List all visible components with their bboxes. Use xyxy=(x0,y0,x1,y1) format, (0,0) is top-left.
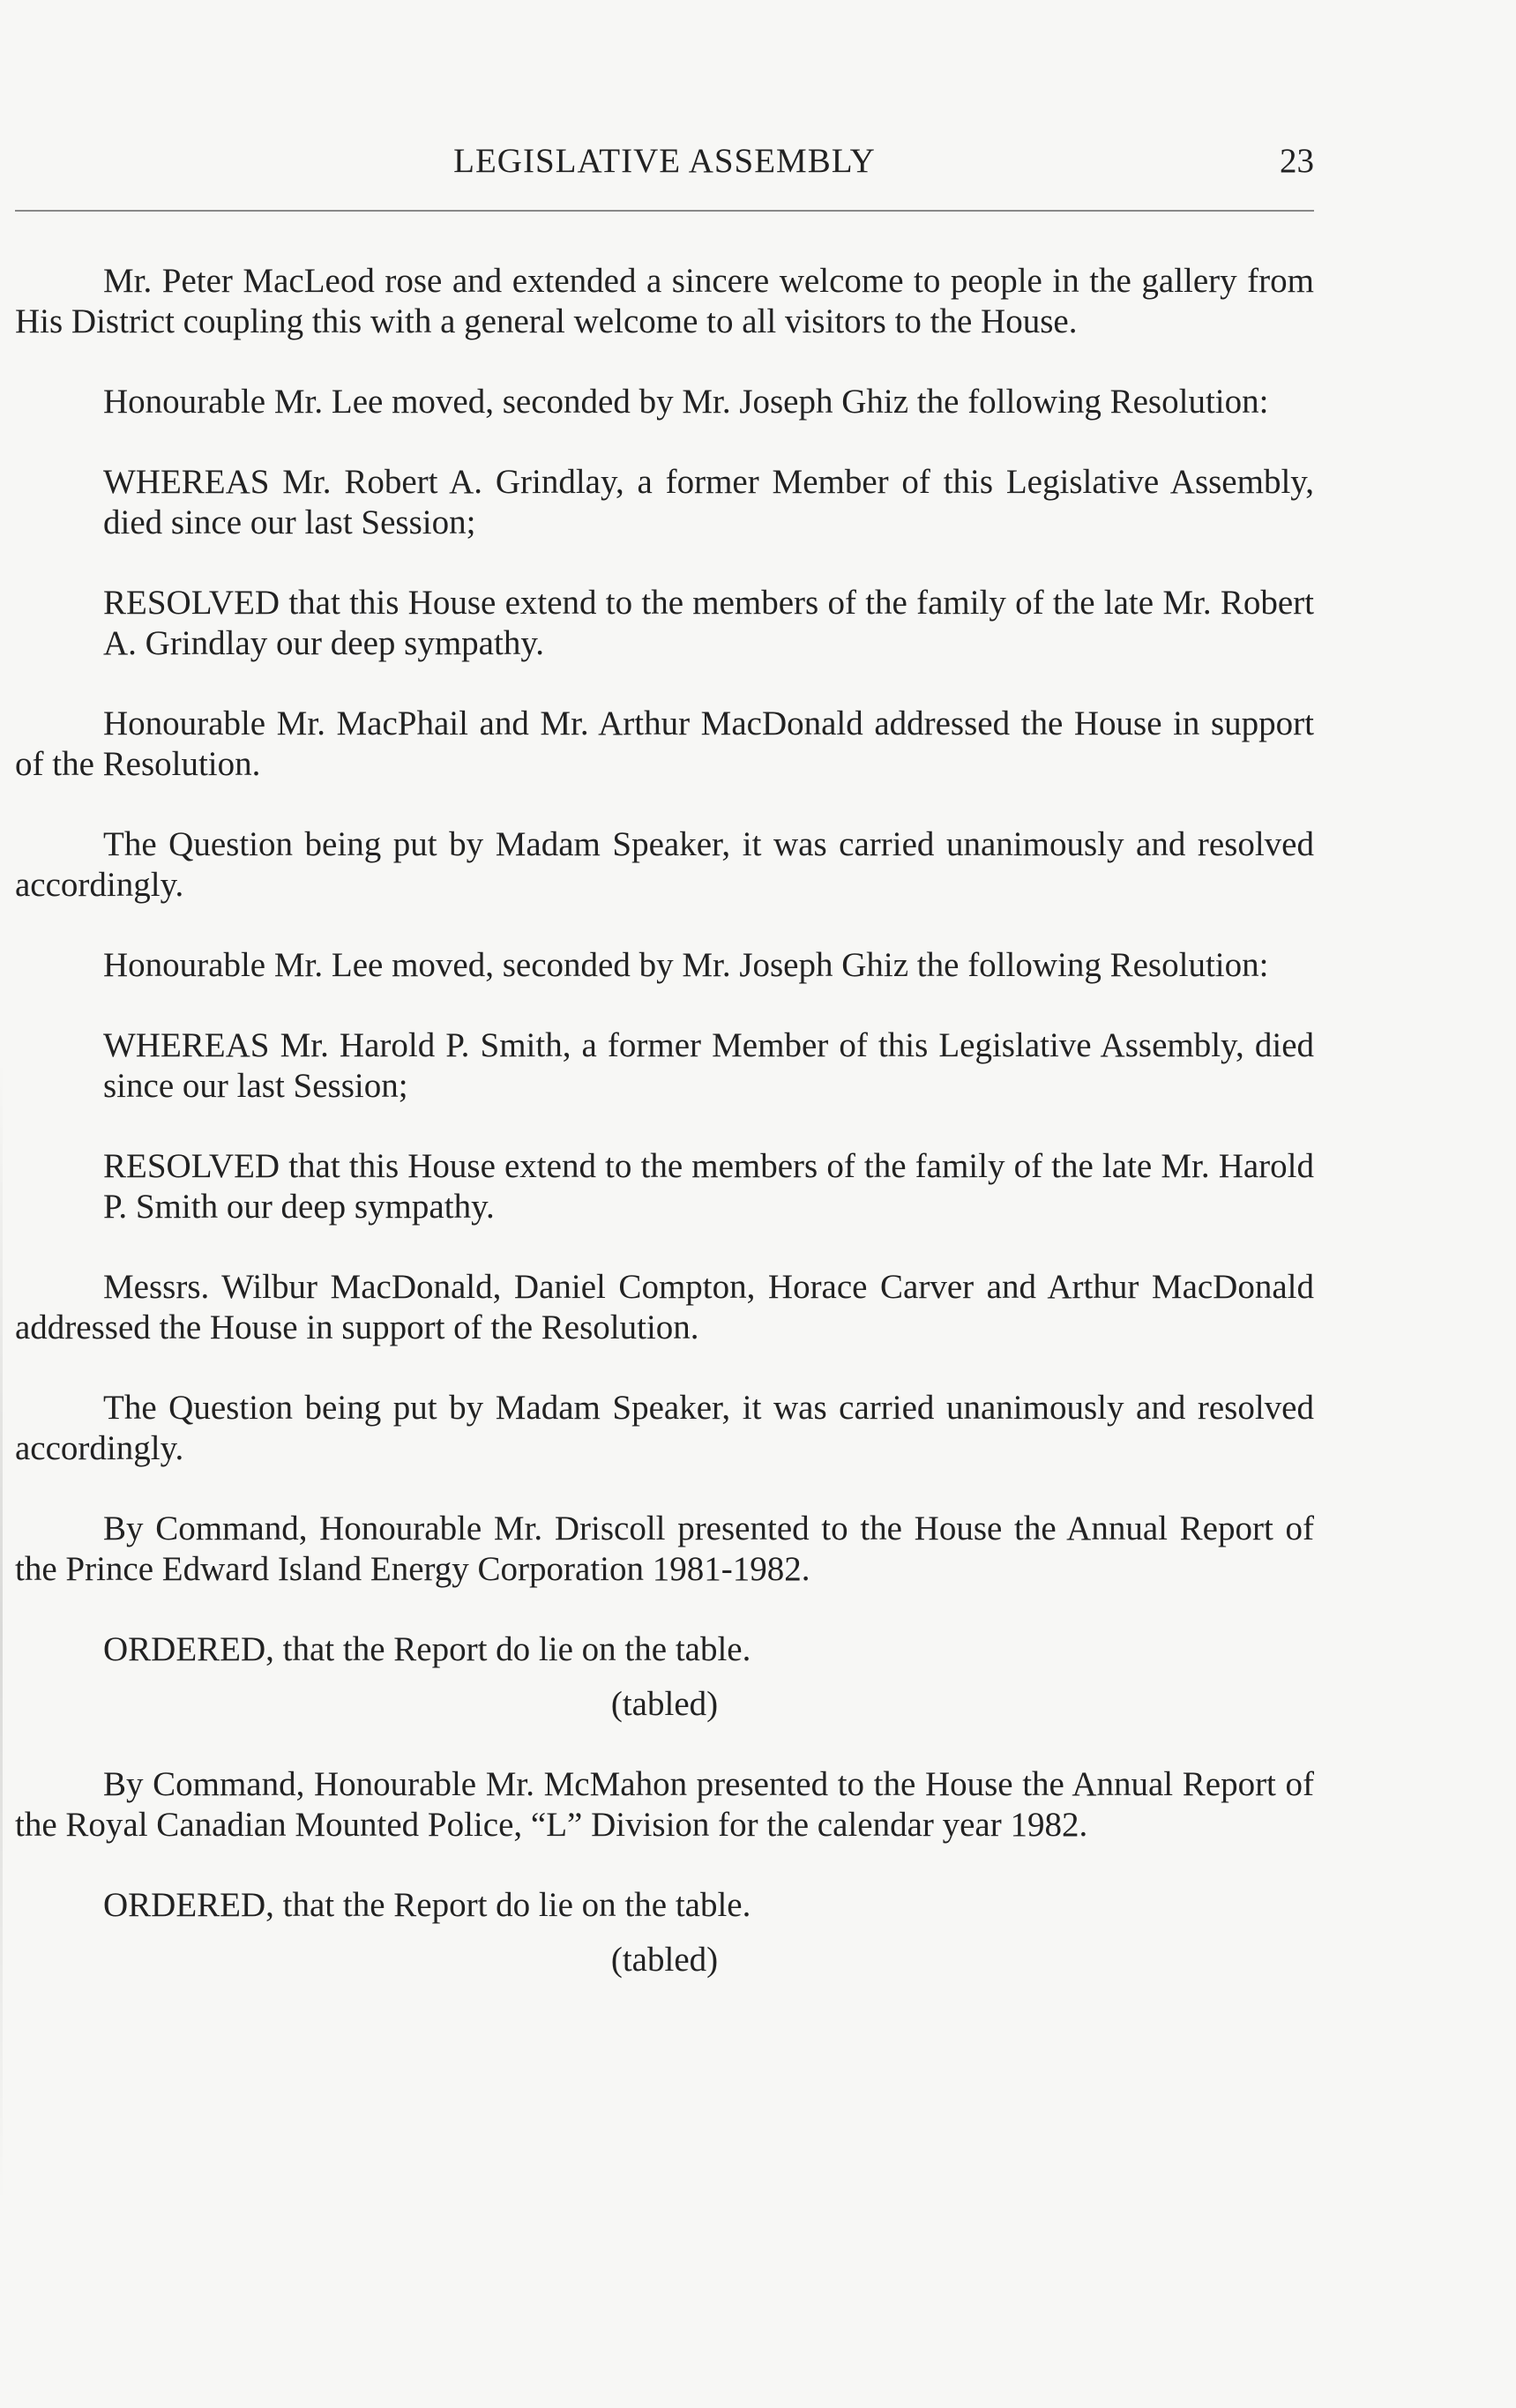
paragraph-ordered-2: ORDERED, that the Report do lie on the table. xyxy=(103,1886,751,1924)
journal-body xyxy=(15,261,1314,2020)
paragraph-command-mcmahon: By Command, Honourable Mr. McMahon presented to the House the Annual Report of the Royal Canadian Mounted Police, “L” Division for the calendar year 1982. xyxy=(15,1765,1314,1844)
tabled-note-1: (tabled) xyxy=(610,1685,719,1723)
paragraph-addressed-smith: Messrs. Wilbur MacDonald, Daniel Compton, Horace Carver and Arthur MacDonald addressed the House in support of the Resolution. xyxy=(15,1268,1314,1346)
resolution-resolved-smith: RESOLVED that this House extend to the members of the family of the late Mr. Harold P. Smith our deep sympathy. xyxy=(103,1147,1314,1226)
paragraph-motion-grindlay: Honourable Mr. Lee moved, seconded by Mr. Joseph Ghiz the following Resolution: xyxy=(103,383,1269,421)
paragraph-command-driscoll: By Command, Honourable Mr. Driscoll presented to the House the Annual Report of the Prince Edward Island Energy Corporation 1981-1982. xyxy=(15,1510,1314,1588)
paragraph-ordered-1: ORDERED, that the Report do lie on the table. xyxy=(103,1630,751,1668)
paragraph-question-grindlay: The Question being put by Madam Speaker, it was carried unanimously and resolved accordingly. xyxy=(15,825,1314,904)
resolution-resolved-grindlay: RESOLVED that this House extend to the members of the family of the late Mr. Robert A. Grindlay our deep sympathy. xyxy=(103,584,1314,662)
paragraph-motion-smith: Honourable Mr. Lee moved, seconded by Mr. Joseph Ghiz the following Resolution: xyxy=(103,946,1269,984)
running-head-title: LEGISLATIVE ASSEMBLY xyxy=(453,142,876,180)
page-header xyxy=(15,141,1314,194)
paragraph-welcome: Mr. Peter MacLeod rose and extended a sincere welcome to people in the gallery from His District coupling this with a general welcome to all visitors to the House. xyxy=(15,262,1314,340)
resolution-whereas-smith: WHEREAS Mr. Harold P. Smith, a former Member of this Legislative Assembly, died since our last Session; xyxy=(103,1026,1314,1105)
page-edge-shadow xyxy=(0,1058,3,2204)
resolution-whereas-grindlay: WHEREAS Mr. Robert A. Grindlay, a former Member of this Legislative Assembly, died since our last Session; xyxy=(103,463,1314,541)
tabled-note-2: (tabled) xyxy=(610,1941,719,1979)
header-rule xyxy=(15,210,1314,212)
paragraph-addressed-grindlay: Honourable Mr. MacPhail and Mr. Arthur MacDonald addressed the House in support of the Resolution. xyxy=(15,705,1314,783)
page-number: 23 xyxy=(1280,142,1314,180)
paragraph-question-smith: The Question being put by Madam Speaker, it was carried unanimously and resolved accordingly. xyxy=(15,1389,1314,1467)
